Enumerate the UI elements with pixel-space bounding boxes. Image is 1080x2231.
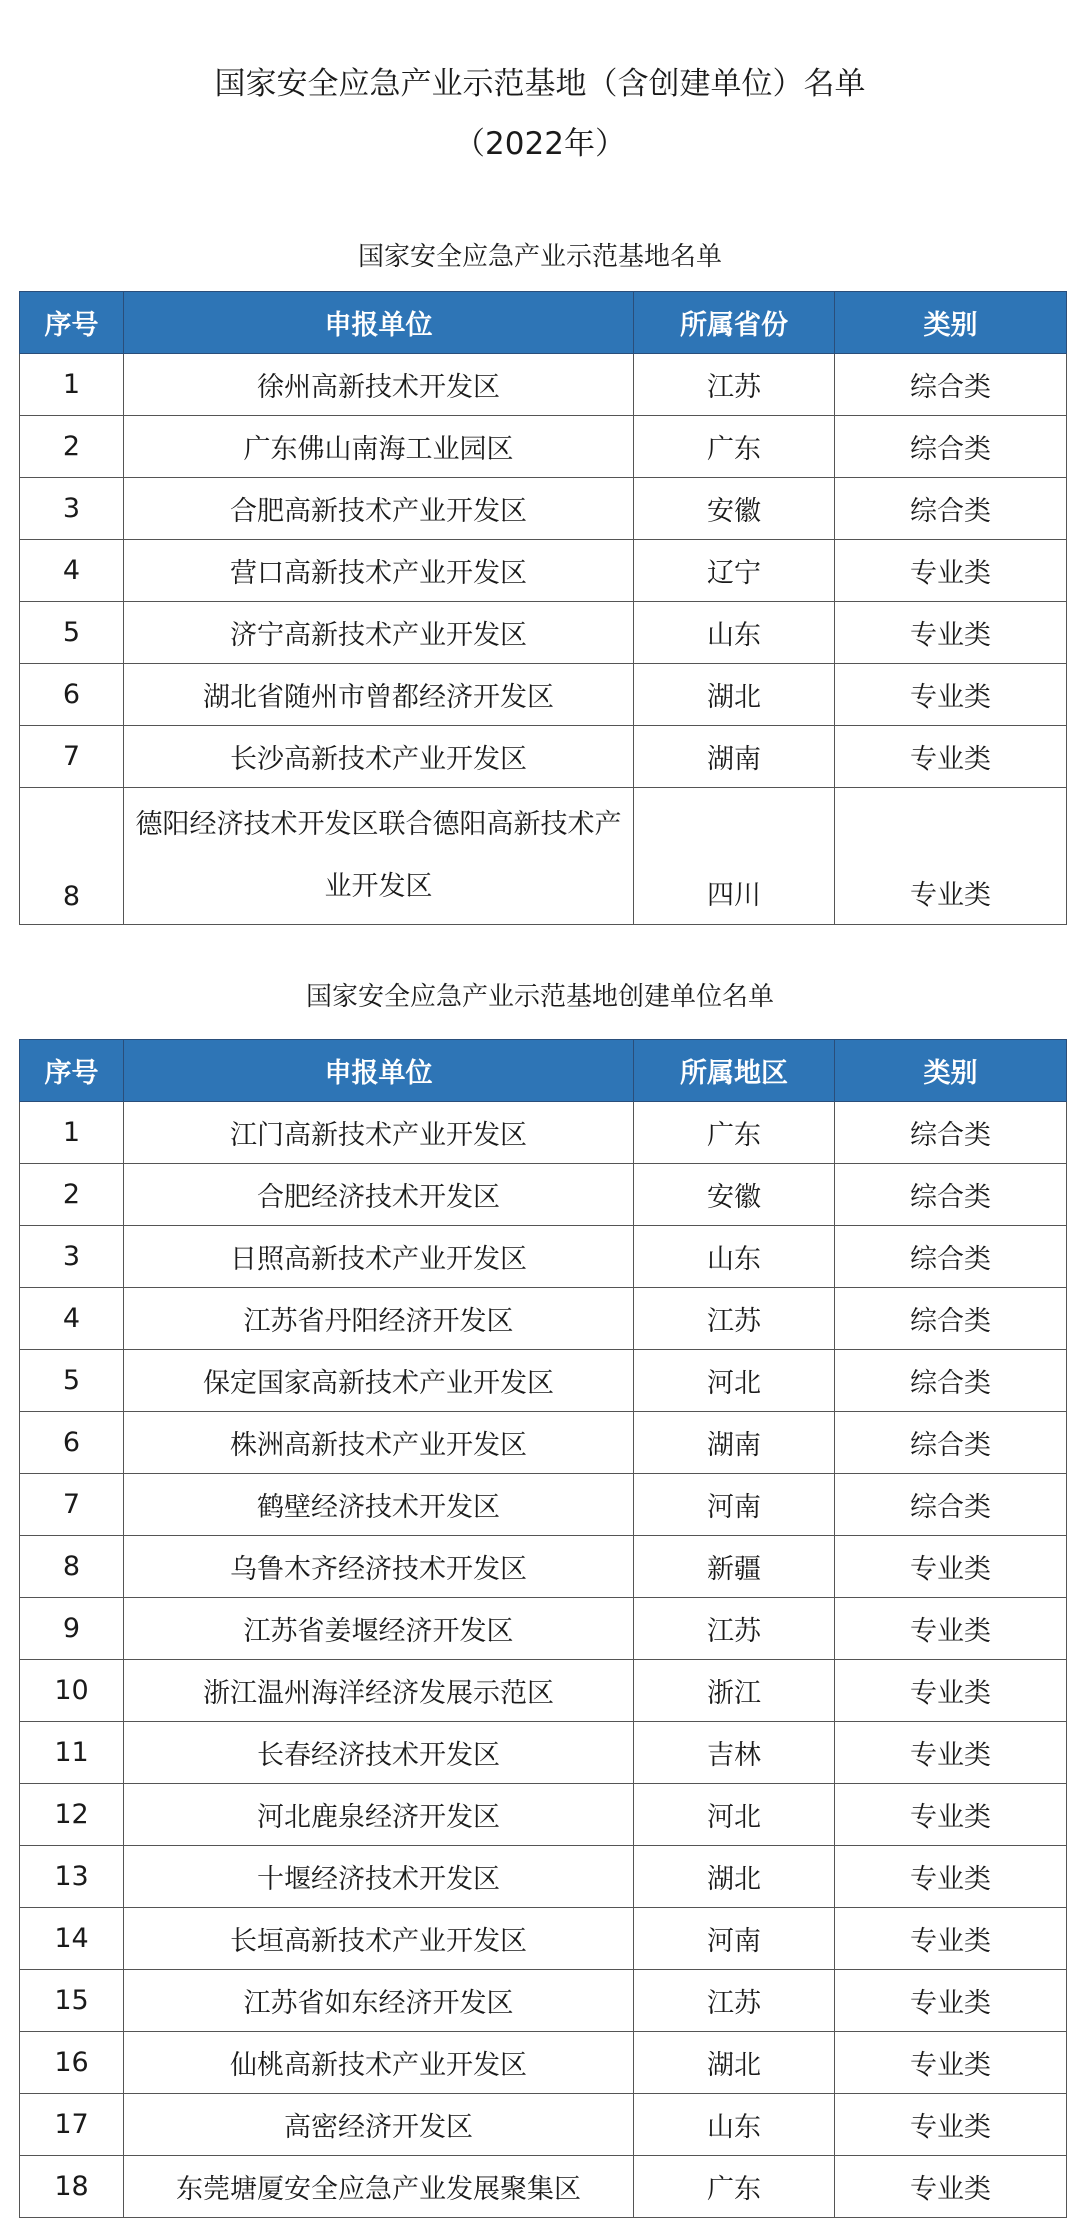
cell-category: 专业类 <box>835 726 1067 788</box>
cell-index: 1 <box>20 1102 124 1164</box>
cell-unit: 河北鹿泉经济开发区 <box>124 1784 634 1846</box>
cell-unit: 长垣高新技术产业开发区 <box>124 1908 634 1970</box>
cell-category: 综合类 <box>835 1474 1067 1536</box>
cell-unit: 广东佛山南海工业园区 <box>124 416 634 478</box>
table-row <box>20 1350 1067 1412</box>
table-row <box>20 1102 1067 1164</box>
cell-region: 广东 <box>634 416 835 478</box>
cell-region: 湖北 <box>634 1846 835 1908</box>
cell-index: 4 <box>20 1288 124 1350</box>
cell-region: 河南 <box>634 1908 835 1970</box>
table-row <box>20 1846 1067 1908</box>
cell-index: 1 <box>20 354 124 416</box>
cell-category: 综合类 <box>835 354 1067 416</box>
cell-index: 11 <box>20 1722 124 1784</box>
cell-category: 专业类 <box>835 1660 1067 1722</box>
table-row <box>20 416 1067 478</box>
cell-region: 湖北 <box>634 664 835 726</box>
table-row <box>20 1226 1067 1288</box>
cell-region: 新疆 <box>634 1536 835 1598</box>
cell-category: 专业类 <box>835 2032 1067 2094</box>
cell-category: 专业类 <box>835 1784 1067 1846</box>
cell-unit: 徐州高新技术开发区 <box>124 354 634 416</box>
cell-index: 18 <box>20 2156 124 2218</box>
table-row <box>20 788 1067 925</box>
cell-index: 4 <box>20 540 124 602</box>
cell-category: 综合类 <box>835 1164 1067 1226</box>
cell-index: 14 <box>20 1908 124 1970</box>
cell-unit: 鹤壁经济技术开发区 <box>124 1474 634 1536</box>
cell-region: 山东 <box>634 1226 835 1288</box>
cell-index: 10 <box>20 1660 124 1722</box>
cell-region: 河南 <box>634 1474 835 1536</box>
table-row <box>20 664 1067 726</box>
table-row <box>20 2094 1067 2156</box>
cell-region: 江苏 <box>634 1598 835 1660</box>
cell-unit: 长沙高新技术产业开发区 <box>124 726 634 788</box>
cell-index: 8 <box>20 1536 124 1598</box>
cell-index: 7 <box>20 1474 124 1536</box>
cell-index: 5 <box>20 1350 124 1412</box>
cell-index: 15 <box>20 1970 124 2032</box>
cell-region: 湖南 <box>634 1412 835 1474</box>
table-row <box>20 1474 1067 1536</box>
cell-unit: 江门高新技术产业开发区 <box>124 1102 634 1164</box>
cell-index: 3 <box>20 1226 124 1288</box>
table-row <box>20 1412 1067 1474</box>
cell-unit: 十堰经济技术开发区 <box>124 1846 634 1908</box>
cell-category: 综合类 <box>835 1412 1067 1474</box>
page-title: 国家安全应急产业示范基地（含创建单位）名单 <box>214 66 866 102</box>
cell-region: 湖南 <box>634 726 835 788</box>
cell-category: 综合类 <box>835 478 1067 540</box>
cell-index: 17 <box>20 2094 124 2156</box>
table-row <box>20 354 1067 416</box>
table-row <box>20 1536 1067 1598</box>
header-unit: 申报单位 <box>124 1040 634 1102</box>
cell-index: 13 <box>20 1846 124 1908</box>
cell-category: 专业类 <box>835 1908 1067 1970</box>
cell-category: 专业类 <box>835 1846 1067 1908</box>
cell-unit: 高密经济开发区 <box>124 2094 634 2156</box>
page-subtitle-year: （2022年） <box>454 126 626 162</box>
cell-unit: 营口高新技术产业开发区 <box>124 540 634 602</box>
cell-index: 16 <box>20 2032 124 2094</box>
cell-index: 5 <box>20 602 124 664</box>
cell-unit: 德阳经济技术开发区联合德阳高新技术产业开发区 <box>124 788 634 925</box>
cell-index: 12 <box>20 1784 124 1846</box>
cell-index: 8 <box>20 788 124 925</box>
cell-unit: 浙江温州海洋经济发展示范区 <box>124 1660 634 1722</box>
cell-category: 专业类 <box>835 1722 1067 1784</box>
cell-region: 四川 <box>634 788 835 925</box>
header-unit: 申报单位 <box>124 292 634 354</box>
cell-category: 专业类 <box>835 788 1067 925</box>
cell-region: 安徽 <box>634 478 835 540</box>
cell-region: 广东 <box>634 1102 835 1164</box>
table-row <box>20 2032 1067 2094</box>
cell-unit: 江苏省丹阳经济开发区 <box>124 1288 634 1350</box>
cell-category: 专业类 <box>835 2156 1067 2218</box>
cell-index: 9 <box>20 1598 124 1660</box>
cell-category: 专业类 <box>835 1536 1067 1598</box>
cell-category: 专业类 <box>835 602 1067 664</box>
cell-category: 专业类 <box>835 664 1067 726</box>
table-row <box>20 1164 1067 1226</box>
table2-caption: 国家安全应急产业示范基地创建单位名单 <box>305 982 774 1012</box>
header-index: 序号 <box>20 292 124 354</box>
cell-region: 山东 <box>634 602 835 664</box>
cell-unit: 江苏省姜堰经济开发区 <box>124 1598 634 1660</box>
cell-category: 专业类 <box>835 1598 1067 1660</box>
table-row <box>20 1598 1067 1660</box>
cell-unit: 乌鲁木齐经济技术开发区 <box>124 1536 634 1598</box>
cell-category: 专业类 <box>835 540 1067 602</box>
cell-unit: 济宁高新技术产业开发区 <box>124 602 634 664</box>
cell-unit: 仙桃高新技术产业开发区 <box>124 2032 634 2094</box>
cell-index: 6 <box>20 664 124 726</box>
cell-index: 2 <box>20 1164 124 1226</box>
cell-unit: 长春经济技术开发区 <box>124 1722 634 1784</box>
cell-region: 山东 <box>634 2094 835 2156</box>
table-row <box>20 1722 1067 1784</box>
table-row <box>20 478 1067 540</box>
table-row <box>20 602 1067 664</box>
cell-region: 江苏 <box>634 1288 835 1350</box>
table-row <box>20 540 1067 602</box>
cell-unit: 株洲高新技术产业开发区 <box>124 1412 634 1474</box>
cell-unit: 日照高新技术产业开发区 <box>124 1226 634 1288</box>
table-row <box>20 1970 1067 2032</box>
cell-category: 综合类 <box>835 416 1067 478</box>
cell-unit: 东莞塘厦安全应急产业发展聚集区 <box>124 2156 634 2218</box>
cell-category: 专业类 <box>835 2094 1067 2156</box>
table-row <box>20 1784 1067 1846</box>
table-row <box>20 1288 1067 1350</box>
header-category: 类别 <box>835 292 1067 354</box>
cell-category: 综合类 <box>835 1350 1067 1412</box>
cell-region: 吉林 <box>634 1722 835 1784</box>
cell-index: 2 <box>20 416 124 478</box>
demo-base-table <box>19 291 1067 925</box>
table-row <box>20 1660 1067 1722</box>
table-row <box>20 726 1067 788</box>
cell-index: 3 <box>20 478 124 540</box>
table-header-row <box>20 292 1067 354</box>
cell-region: 河北 <box>634 1350 835 1412</box>
cell-unit: 江苏省如东经济开发区 <box>124 1970 634 2032</box>
cell-region: 浙江 <box>634 1660 835 1722</box>
cell-unit: 保定国家高新技术产业开发区 <box>124 1350 634 1412</box>
table-header-row <box>20 1040 1067 1102</box>
cell-region: 广东 <box>634 2156 835 2218</box>
cell-index: 6 <box>20 1412 124 1474</box>
cell-region: 江苏 <box>634 1970 835 2032</box>
cell-unit: 合肥经济技术开发区 <box>124 1164 634 1226</box>
table-row <box>20 2156 1067 2218</box>
cell-region: 安徽 <box>634 1164 835 1226</box>
cell-unit: 合肥高新技术产业开发区 <box>124 478 634 540</box>
cell-category: 综合类 <box>835 1102 1067 1164</box>
table1-caption: 国家安全应急产业示范基地名单 <box>357 242 722 272</box>
cell-region: 湖北 <box>634 2032 835 2094</box>
header-region: 所属地区 <box>634 1040 835 1102</box>
cell-region: 辽宁 <box>634 540 835 602</box>
cell-region: 江苏 <box>634 354 835 416</box>
cell-category: 综合类 <box>835 1226 1067 1288</box>
cell-region: 河北 <box>634 1784 835 1846</box>
table-row <box>20 1908 1067 1970</box>
candidate-unit-table <box>19 1039 1067 2218</box>
cell-unit: 湖北省随州市曾都经济开发区 <box>124 664 634 726</box>
header-province: 所属省份 <box>634 292 835 354</box>
header-index: 序号 <box>20 1040 124 1102</box>
cell-category: 综合类 <box>835 1288 1067 1350</box>
cell-category: 专业类 <box>835 1970 1067 2032</box>
cell-index: 7 <box>20 726 124 788</box>
header-category: 类别 <box>835 1040 1067 1102</box>
